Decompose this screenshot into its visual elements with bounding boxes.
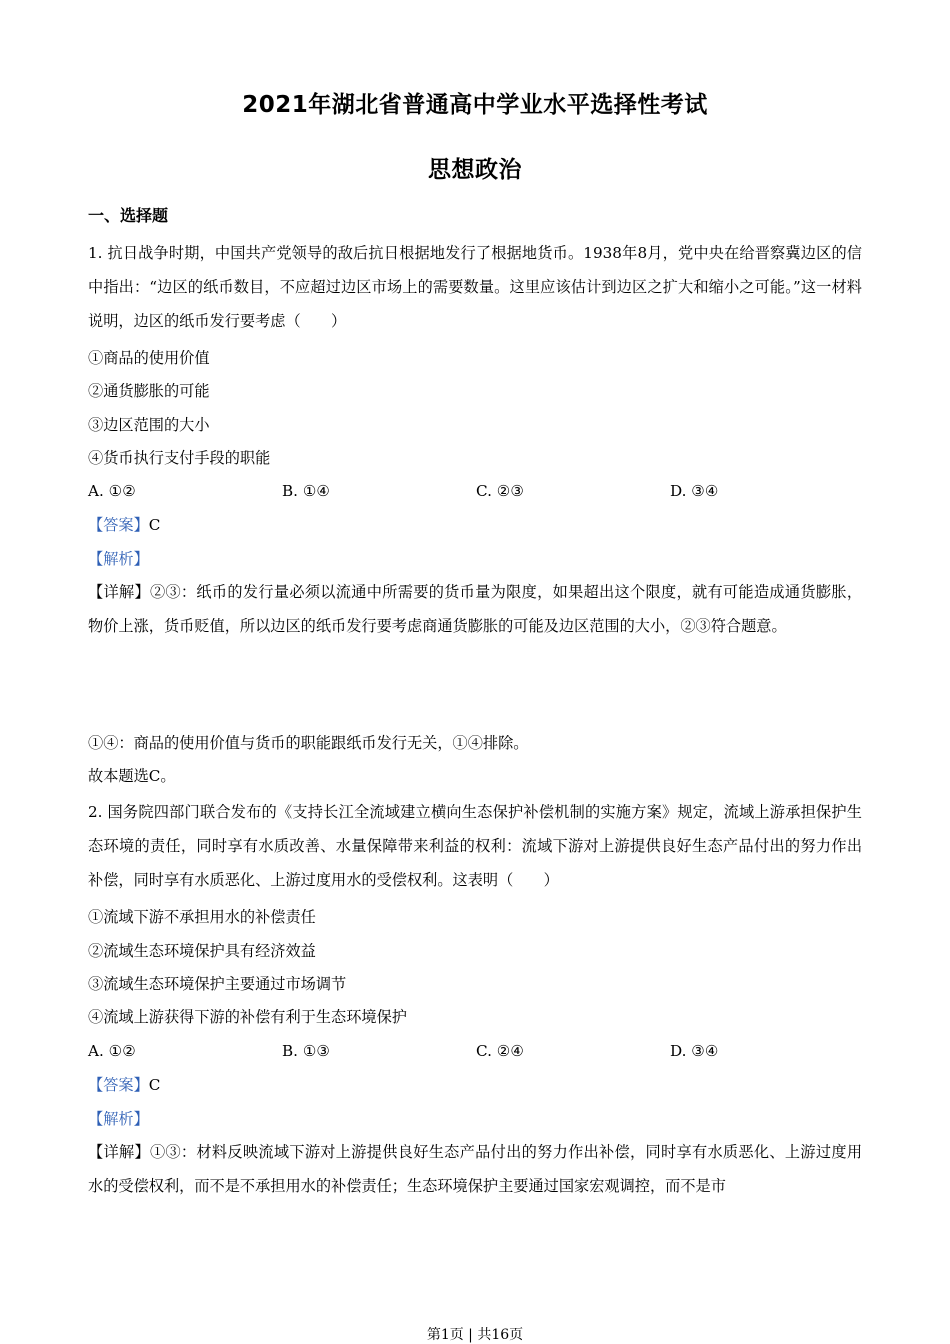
question-1-option-d: D. ③④ xyxy=(670,482,719,500)
answer-value: C xyxy=(148,516,161,534)
question-1-option-a: A. ①② xyxy=(88,482,136,500)
analysis-tag: 【解析】 xyxy=(88,1110,149,1128)
question-2-option-b: B. ①③ xyxy=(282,1042,331,1060)
question-1-option-c: C. ②③ xyxy=(476,482,524,500)
question-2-detail-1 xyxy=(88,1135,862,1203)
question-2-item-2: ②流域生态环境保护具有经济效益 xyxy=(88,942,316,960)
question-1-option-b: B. ①④ xyxy=(282,482,331,500)
question-1-item-3: ③边区范围的大小 xyxy=(88,416,210,434)
question-1-stem: 1. 抗日战争时期，中国共产党领导的敌后抗日根据地发行了根据地货币。1938年8月，党中央在给晋察冀边区的信中指出：“边区的纸币数目，不应超过边区市场上的需要数量。这里应该估计到边区之扩大和缩小之可能。”这一材料说明，边区的纸币发行要考虑（ ） xyxy=(88,244,862,330)
subject-title: 思想政治 xyxy=(428,157,522,183)
question-1-item-1: ①商品的使用价值 xyxy=(88,349,210,367)
detail-tag: 【详解】 xyxy=(88,1143,150,1161)
question-2-analysis-heading xyxy=(88,1109,868,1129)
question-1-detail-1 xyxy=(88,575,862,643)
question-2-option-a: A. ①② xyxy=(88,1042,136,1060)
question-1-answer xyxy=(88,515,868,535)
exam-title: 2021年湖北省普通高中学业水平选择性考试 xyxy=(242,92,708,118)
question-2-option-c: C. ②④ xyxy=(476,1042,524,1060)
answer-tag: 【答案】 xyxy=(88,516,149,534)
question-1-item-4: ④货币执行支付手段的职能 xyxy=(88,449,271,467)
question-2-item-1: ①流域下游不承担用水的补偿责任 xyxy=(88,908,316,926)
question-1-analysis-heading xyxy=(88,549,868,569)
answer-tag: 【答案】 xyxy=(88,1076,149,1094)
question-2-option-d: D. ③④ xyxy=(670,1042,719,1060)
detail-tag: 【详解】 xyxy=(88,583,150,601)
analysis-tag: 【解析】 xyxy=(88,550,149,568)
question-2-stem: 2. 国务院四部门联合发布的《支持长江全流域建立横向生态保护补偿机制的实施方案》规定，流域上游承担保护生态环境的责任，同时享有水质改善、水量保障带来利益的权利：流域下游对上游提供良好生态产品付出的努力作出补偿，同时享有水质恶化、上游过度用水的受偿权利。这表明（ ） xyxy=(88,803,862,889)
answer-value: C xyxy=(148,1076,161,1094)
question-2-item-4: ④流域上游获得下游的补偿有利于生态环境保护 xyxy=(88,1008,407,1026)
detail-text: ①③：材料反映流域下游对上游提供良好生态产品付出的努力作出补偿，同时享有水质恶化、上游过度用水的受偿权利，而不是不承担用水的补偿责任；生态环境保护主要通过国家宏观调控，而不是市 xyxy=(88,1143,863,1195)
section-heading: 一、选择题 xyxy=(88,206,169,225)
question-1-detail-2: ①④：商品的使用价值与货币的职能跟纸币发行无关，①④排除。 xyxy=(88,734,529,752)
question-2-item-3: ③流域生态环境保护主要通过市场调节 xyxy=(88,975,347,993)
question-1-item-2: ②通货膨胀的可能 xyxy=(88,382,210,400)
detail-text: ②③：纸币的发行量必须以流通中所需要的货币量为限度，如果超出这个限度，就有可能造成通货膨胀，物价上涨，货币贬值，所以边区的纸币发行要考虑商通货膨胀的可能及边区范围的大小，②③符合题意。 xyxy=(88,583,863,635)
question-1-conclusion: 故本题选C。 xyxy=(88,767,176,785)
page-footer: 第1页 | 共16页 xyxy=(426,1327,524,1343)
question-2-answer xyxy=(88,1075,868,1095)
